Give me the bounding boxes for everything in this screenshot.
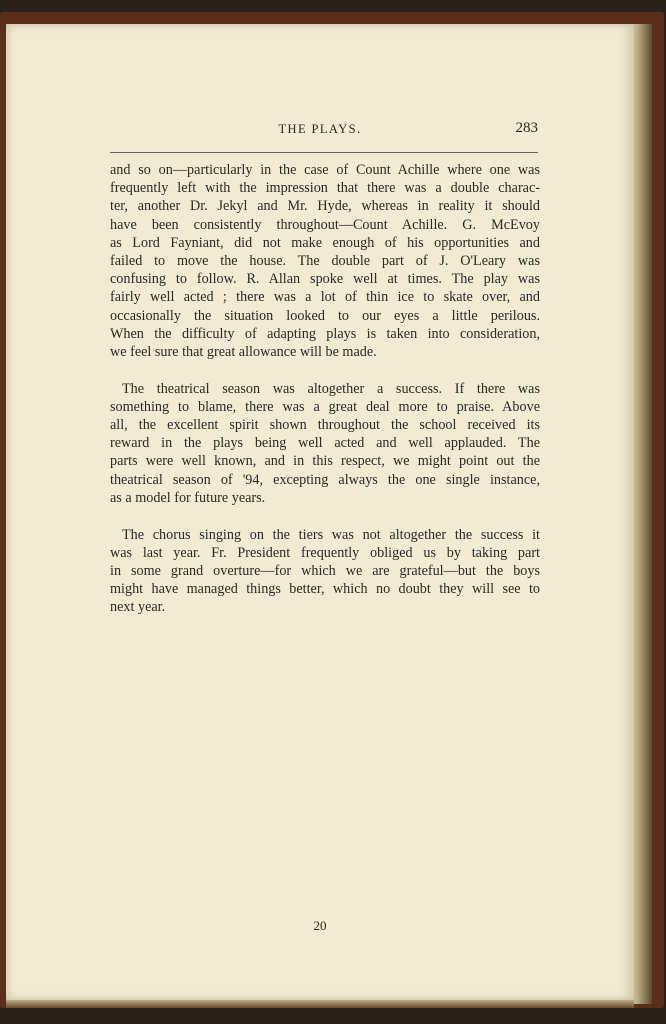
text-line: theatrical season of '94, excepting always the one single instance, — [110, 471, 540, 488]
text-line: was last year. Fr. President frequently obliged us by taking part — [110, 544, 540, 561]
text-line: frequently left with the impression that there was a double charac- — [110, 180, 540, 197]
text-line: The theatrical season was altogether a success. If there was — [122, 380, 540, 397]
text-line: we feel sure that great allowance will be made. — [110, 343, 377, 360]
text-line: as Lord Fayniant, did not make enough of his opportunities and — [110, 234, 540, 251]
paragraph — [110, 161, 540, 361]
header-rule — [110, 152, 538, 153]
text-line: might have managed things better, which no doubt they will see to — [110, 581, 540, 598]
signature-mark: 20 — [313, 918, 327, 933]
text-line: reward in the plays being well acted and well applauded. The — [110, 435, 540, 452]
text-line: all, the excellent spirit shown throughout the school received its — [110, 417, 540, 434]
text-line: parts were well known, and in this respect, we might point out the — [110, 453, 540, 470]
body-text — [110, 161, 540, 617]
paragraph — [110, 526, 540, 617]
text-line: as a model for future years. — [110, 489, 266, 506]
book-page — [6, 24, 634, 1000]
paragraph-gap — [110, 361, 540, 380]
text-line: confusing to follow. R. Allan spoke well at times. The play was — [110, 271, 540, 288]
paragraph-gap — [110, 507, 540, 526]
page-number: 283 — [515, 120, 538, 136]
text-line: have been consistently throughout—Count Achille. G. McEvoy — [110, 216, 540, 233]
text-line: When the difficulty of adapting plays is taken into consideration, — [110, 325, 540, 342]
text-line: next year. — [110, 599, 166, 616]
text-line: something to blame, there was a great deal more to praise. Above — [110, 398, 540, 415]
text-line: failed to move the house. The double part of J. O'Leary was — [110, 252, 540, 269]
text-line: occasionally the situation looked to our eyes a little perilous. — [110, 307, 540, 324]
text-line: ter, another Dr. Jekyl and Mr. Hyde, whereas in reality it should — [110, 198, 540, 215]
page-bottom-edge — [6, 1000, 634, 1008]
paragraph — [110, 380, 540, 507]
text-line: The chorus singing on the tiers was not altogether the success it — [122, 526, 540, 543]
running-head — [6, 120, 634, 140]
text-line: fairly well acted ; there was a lot of thin ice to skate over, and — [110, 289, 540, 306]
text-line: and so on—particularly in the case of Count Achille where one was — [110, 162, 540, 178]
running-title: THE PLAYS. — [278, 122, 362, 136]
text-line: in some grand overture—for which we are grateful—but the boys — [110, 562, 540, 579]
